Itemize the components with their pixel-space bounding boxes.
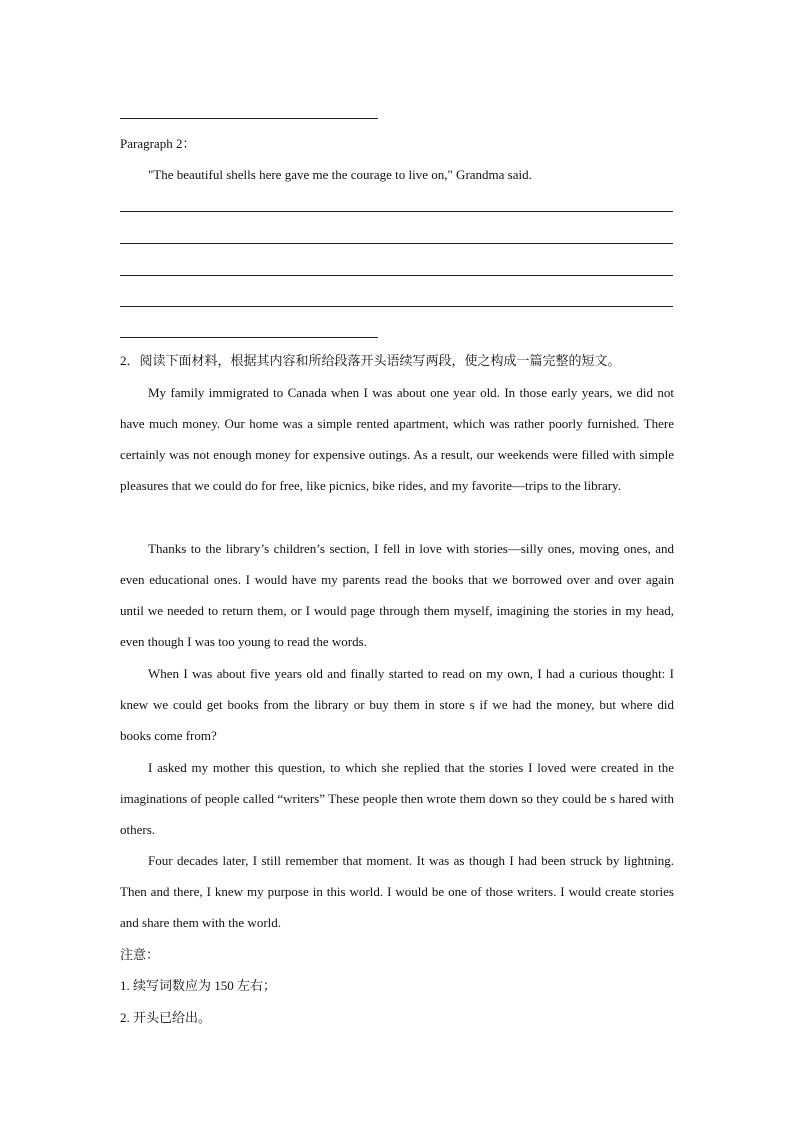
answer-line	[120, 337, 378, 338]
passage-paragraph-2: Thanks to the library’s children’s section, I fell in love with stories—silly ones, moving ones, and even educational ones. I would have my parents read the books that we borrowed over and over again until we needed to return them, or I would page through them myself, imagining the stories in my head, even though I was too young to read the words.	[120, 541, 674, 649]
answer-line	[120, 243, 673, 244]
note-item: 2. 开头已给出。	[120, 1010, 212, 1025]
passage-paragraph-4: I asked my mother this question, to which she replied that the stories I loved were created in the imaginations of people called “writers” These people then wrote them down so they could be s hared with others.	[120, 760, 674, 837]
opening-sentence: "The beautiful shells here gave me the courage to live on," Grandma said.	[148, 167, 532, 182]
passage-paragraph-3: When I was about five years old and finally started to read on my own, I had a curious thought: I knew we could get books from the library or buy them in store s if we had the money, but where did books come from?	[120, 666, 674, 743]
question-text: 阅读下面材料，根据其内容和所给段落开头语续写两段，使之构成一篇完整的短文。	[139, 353, 621, 368]
question-number: 2．	[120, 353, 140, 368]
answer-line	[120, 306, 673, 307]
notes-heading: 注意：	[120, 947, 160, 962]
answer-line	[120, 211, 673, 212]
passage-paragraph-5: Four decades later, I still remember that moment. It was as though I had been struck by lightning. Then and there, I knew my purpose in this world. I would be one of those writers. I would create stories and share them with the world.	[120, 853, 674, 930]
question-instruction	[120, 353, 621, 369]
answer-line	[120, 118, 378, 119]
passage-paragraph-1: My family immigrated to Canada when I was about one year old. In those early years, we did not have much money. Our home was a simple rented apartment, which was rather poorly furnished. There certainly was not enough money for expensive outings. As a result, our weekends were filled with simple pleasures that we could do for free, like picnics, bike rides, and my favorite—trips to the library.	[120, 385, 674, 493]
note-item: 1. 续写词数应为 150 左右；	[120, 978, 277, 993]
answer-line	[120, 275, 673, 276]
paragraph-label: Paragraph 2：	[120, 136, 196, 151]
